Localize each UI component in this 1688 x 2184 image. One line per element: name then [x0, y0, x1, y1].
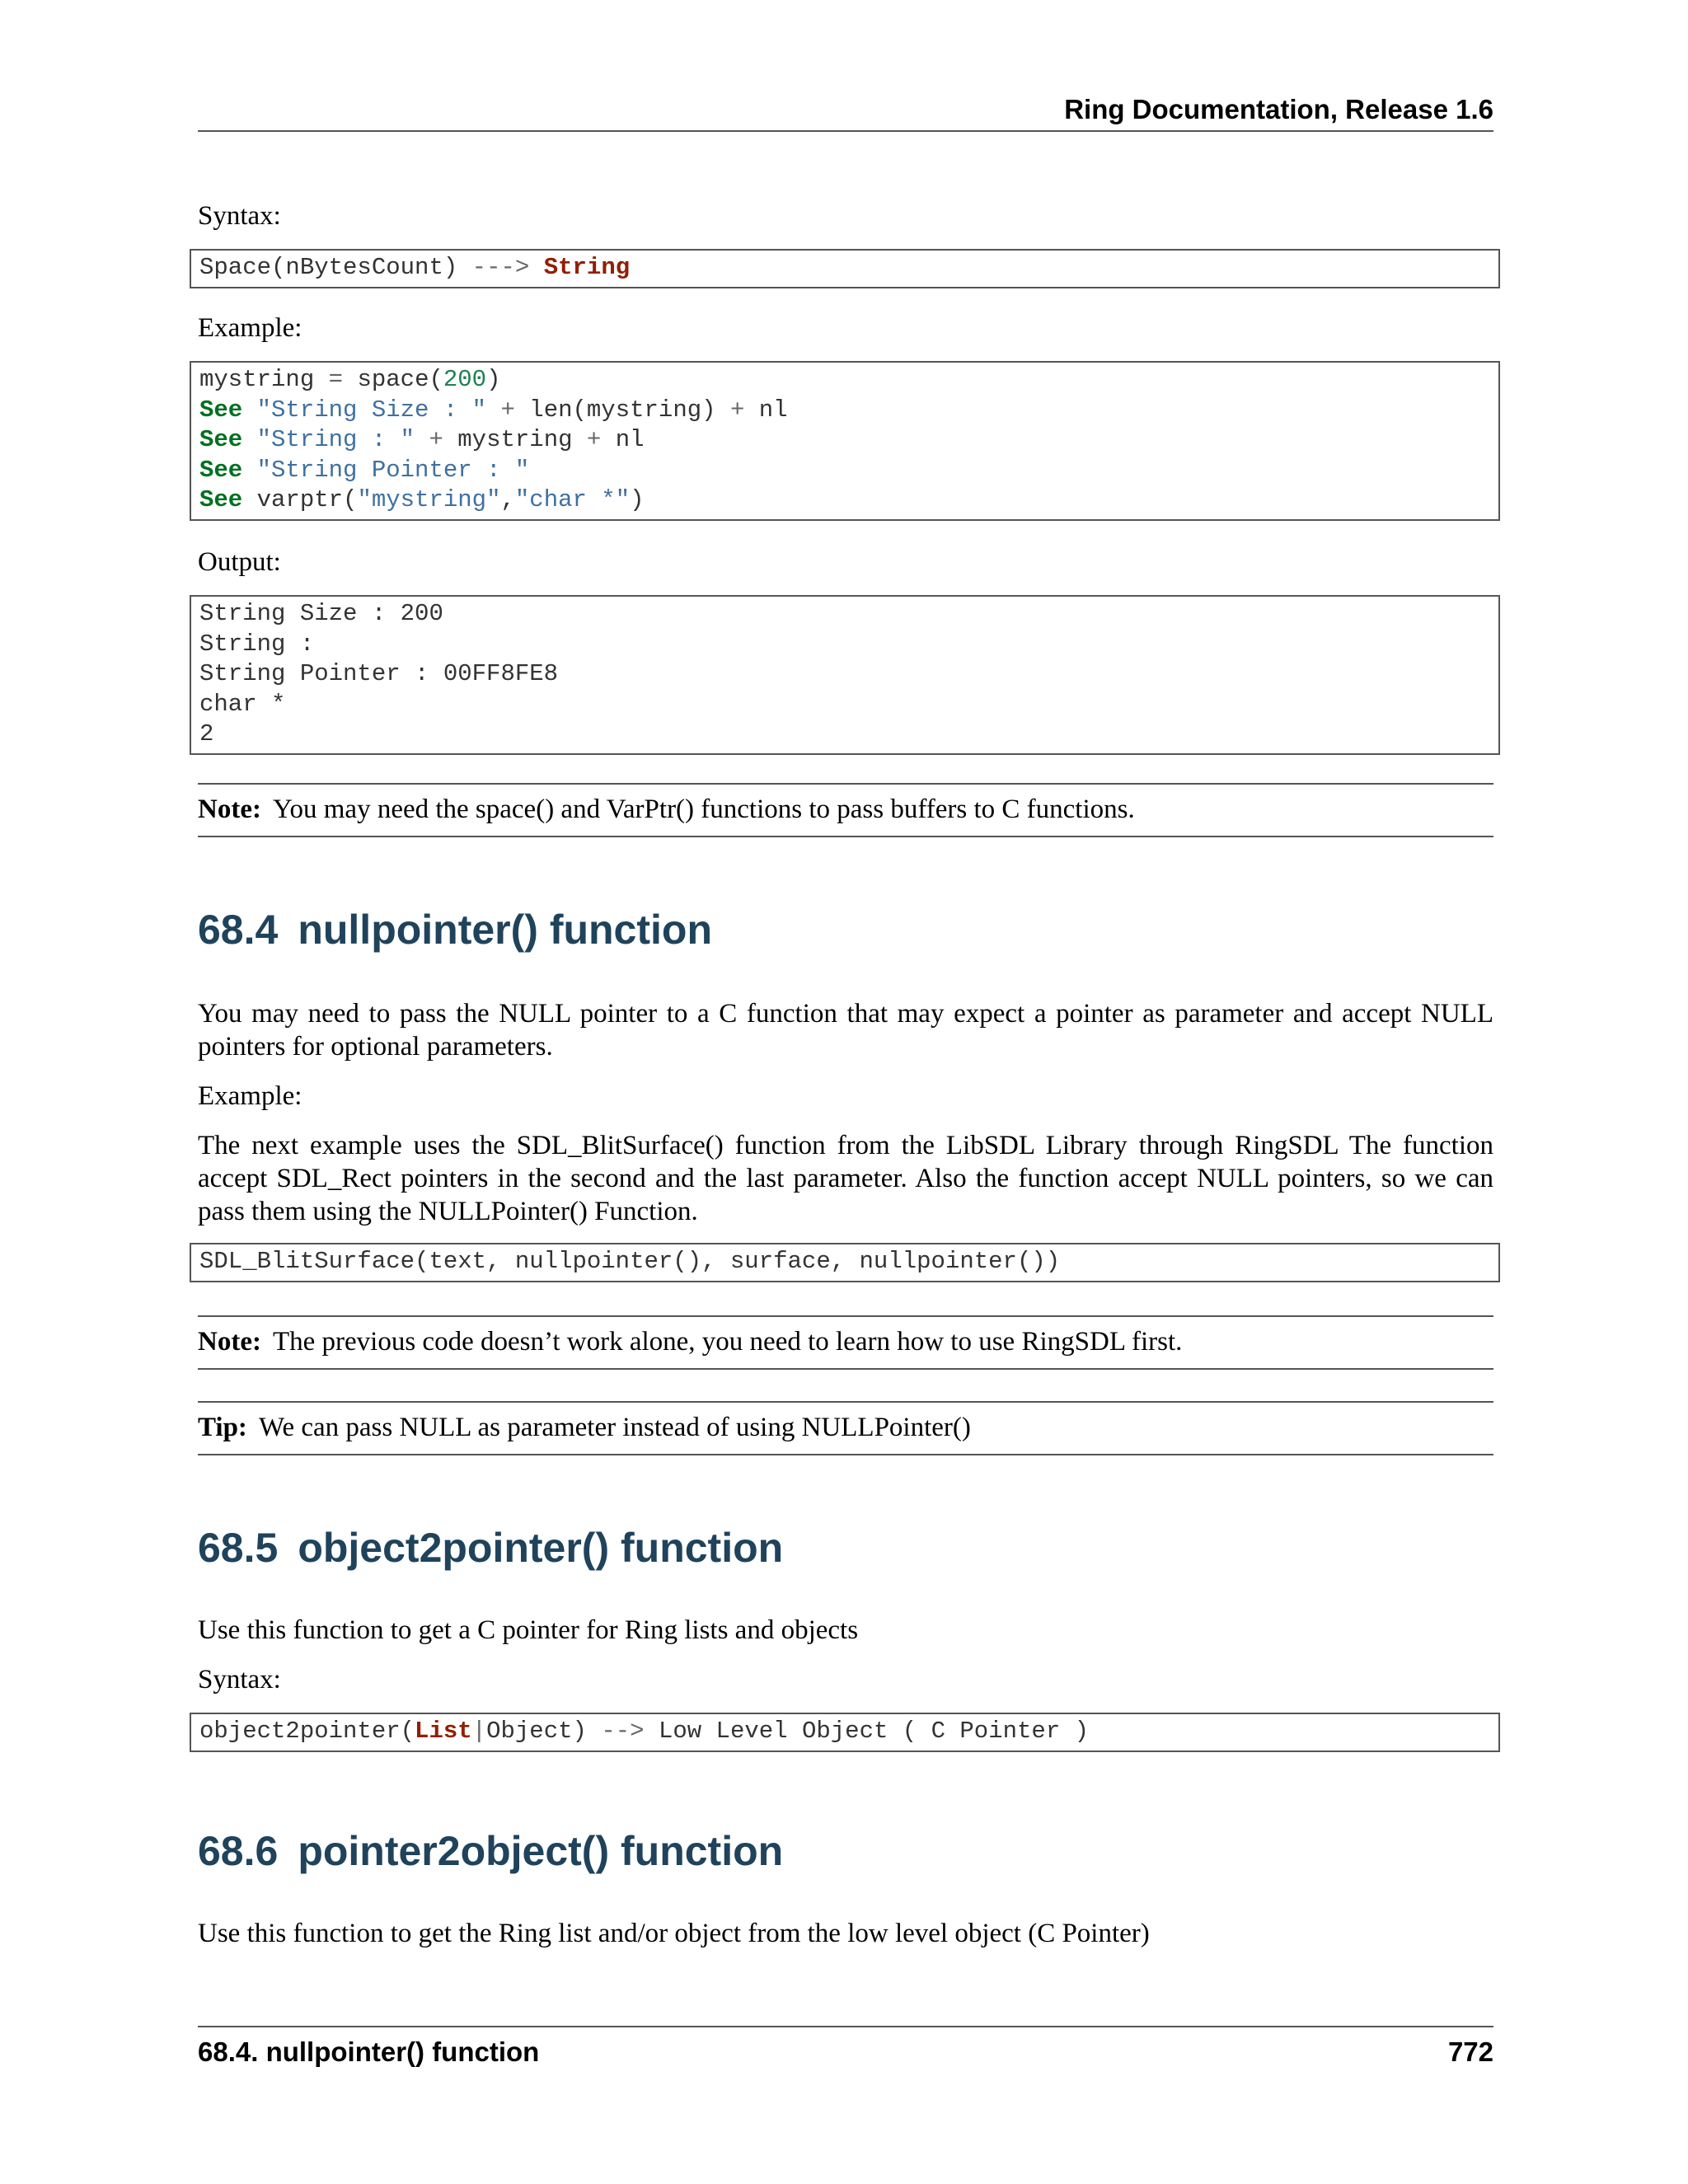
output-line: String Size : 200 [199, 600, 443, 627]
output-line: char * [199, 690, 286, 718]
object2pointer-code-block [190, 1713, 1500, 1752]
document-page [198, 0, 1493, 2184]
tip-label: Tip: [198, 1413, 247, 1442]
running-footer [198, 2026, 1493, 2069]
note-text: You may need the space() and VarPtr() functions to pass buffers to C functions. [272, 794, 1135, 824]
code-line: See "String Size : " + len(mystring) + nl [199, 396, 788, 424]
section-heading-68-6: 68.6 pointer2object() function [198, 1828, 784, 1874]
footer-section: 68.4. nullpointer() function [198, 2036, 540, 2067]
running-header [198, 92, 1493, 132]
code-line: See varptr("mystring","char *") [199, 486, 645, 513]
note-text: The previous code doesn’t work alone, you need to learn how to use RingSDL first. [272, 1327, 1183, 1357]
section-heading-68-4: 68.4 nullpointer() function [198, 907, 712, 953]
note-label: Note: [198, 1327, 261, 1357]
output-line: 2 [199, 720, 214, 748]
example-code-block [190, 361, 1500, 521]
example-label: Example: [198, 1081, 302, 1111]
note-box [198, 1315, 1493, 1370]
output-line: String Pointer : 00FF8FE8 [199, 660, 559, 687]
code-line: mystring = space(200) [199, 366, 501, 393]
paragraph: Use this function to get a C pointer for Ring lists and objects [198, 1615, 859, 1645]
code-line: See "String Pointer : " [199, 456, 530, 484]
nullpointer-code-block [190, 1243, 1500, 1282]
syntax-label: Syntax: [198, 1665, 281, 1694]
code-line: See "String : " + mystring + nl [199, 426, 645, 453]
output-code-block [190, 595, 1500, 755]
code-token: ---> [471, 254, 530, 281]
page-number: 772 [1447, 2036, 1493, 2067]
syntax-label: Syntax: [198, 201, 281, 231]
tip-text: We can pass NULL as parameter instead of using NULLPointer() [258, 1413, 971, 1442]
tip-box [198, 1401, 1493, 1455]
example-label: Example: [198, 313, 302, 343]
code-line: SDL_BlitSurface(text, nullpointer(), surface, nullpointer()) [199, 1248, 1061, 1275]
paragraph: You may need to pass the NULL pointer to a C function that may expect a pointer as parameter and accept NULL pointers for optional parameters. [198, 999, 1493, 1062]
header-title: Ring Documentation, Release 1.6 [1064, 94, 1493, 124]
syntax-code-block [190, 249, 1500, 288]
code-line: object2pointer(List|Object) --> Low Level Object ( C Pointer ) [199, 1718, 1090, 1745]
note-box [198, 783, 1493, 837]
paragraph: The next example uses the SDL_BlitSurface() function from the LibSDL Library through RingSDL The function accept SDL_Rect pointers in the second and the last parameter. Also the function accept NULL pointers, so we can pass them using the NULLPointer() Function. [198, 1131, 1493, 1226]
code-token: String [543, 254, 631, 281]
output-label: Output: [198, 547, 281, 577]
code-token: Space(nBytesCount) [199, 254, 458, 281]
paragraph: Use this function to get the Ring list and/or object from the low level object (C Pointer) [198, 1919, 1150, 1948]
note-label: Note: [198, 794, 261, 824]
section-heading-68-5: 68.5 object2pointer() function [198, 1525, 784, 1571]
output-line: String : [199, 630, 315, 658]
